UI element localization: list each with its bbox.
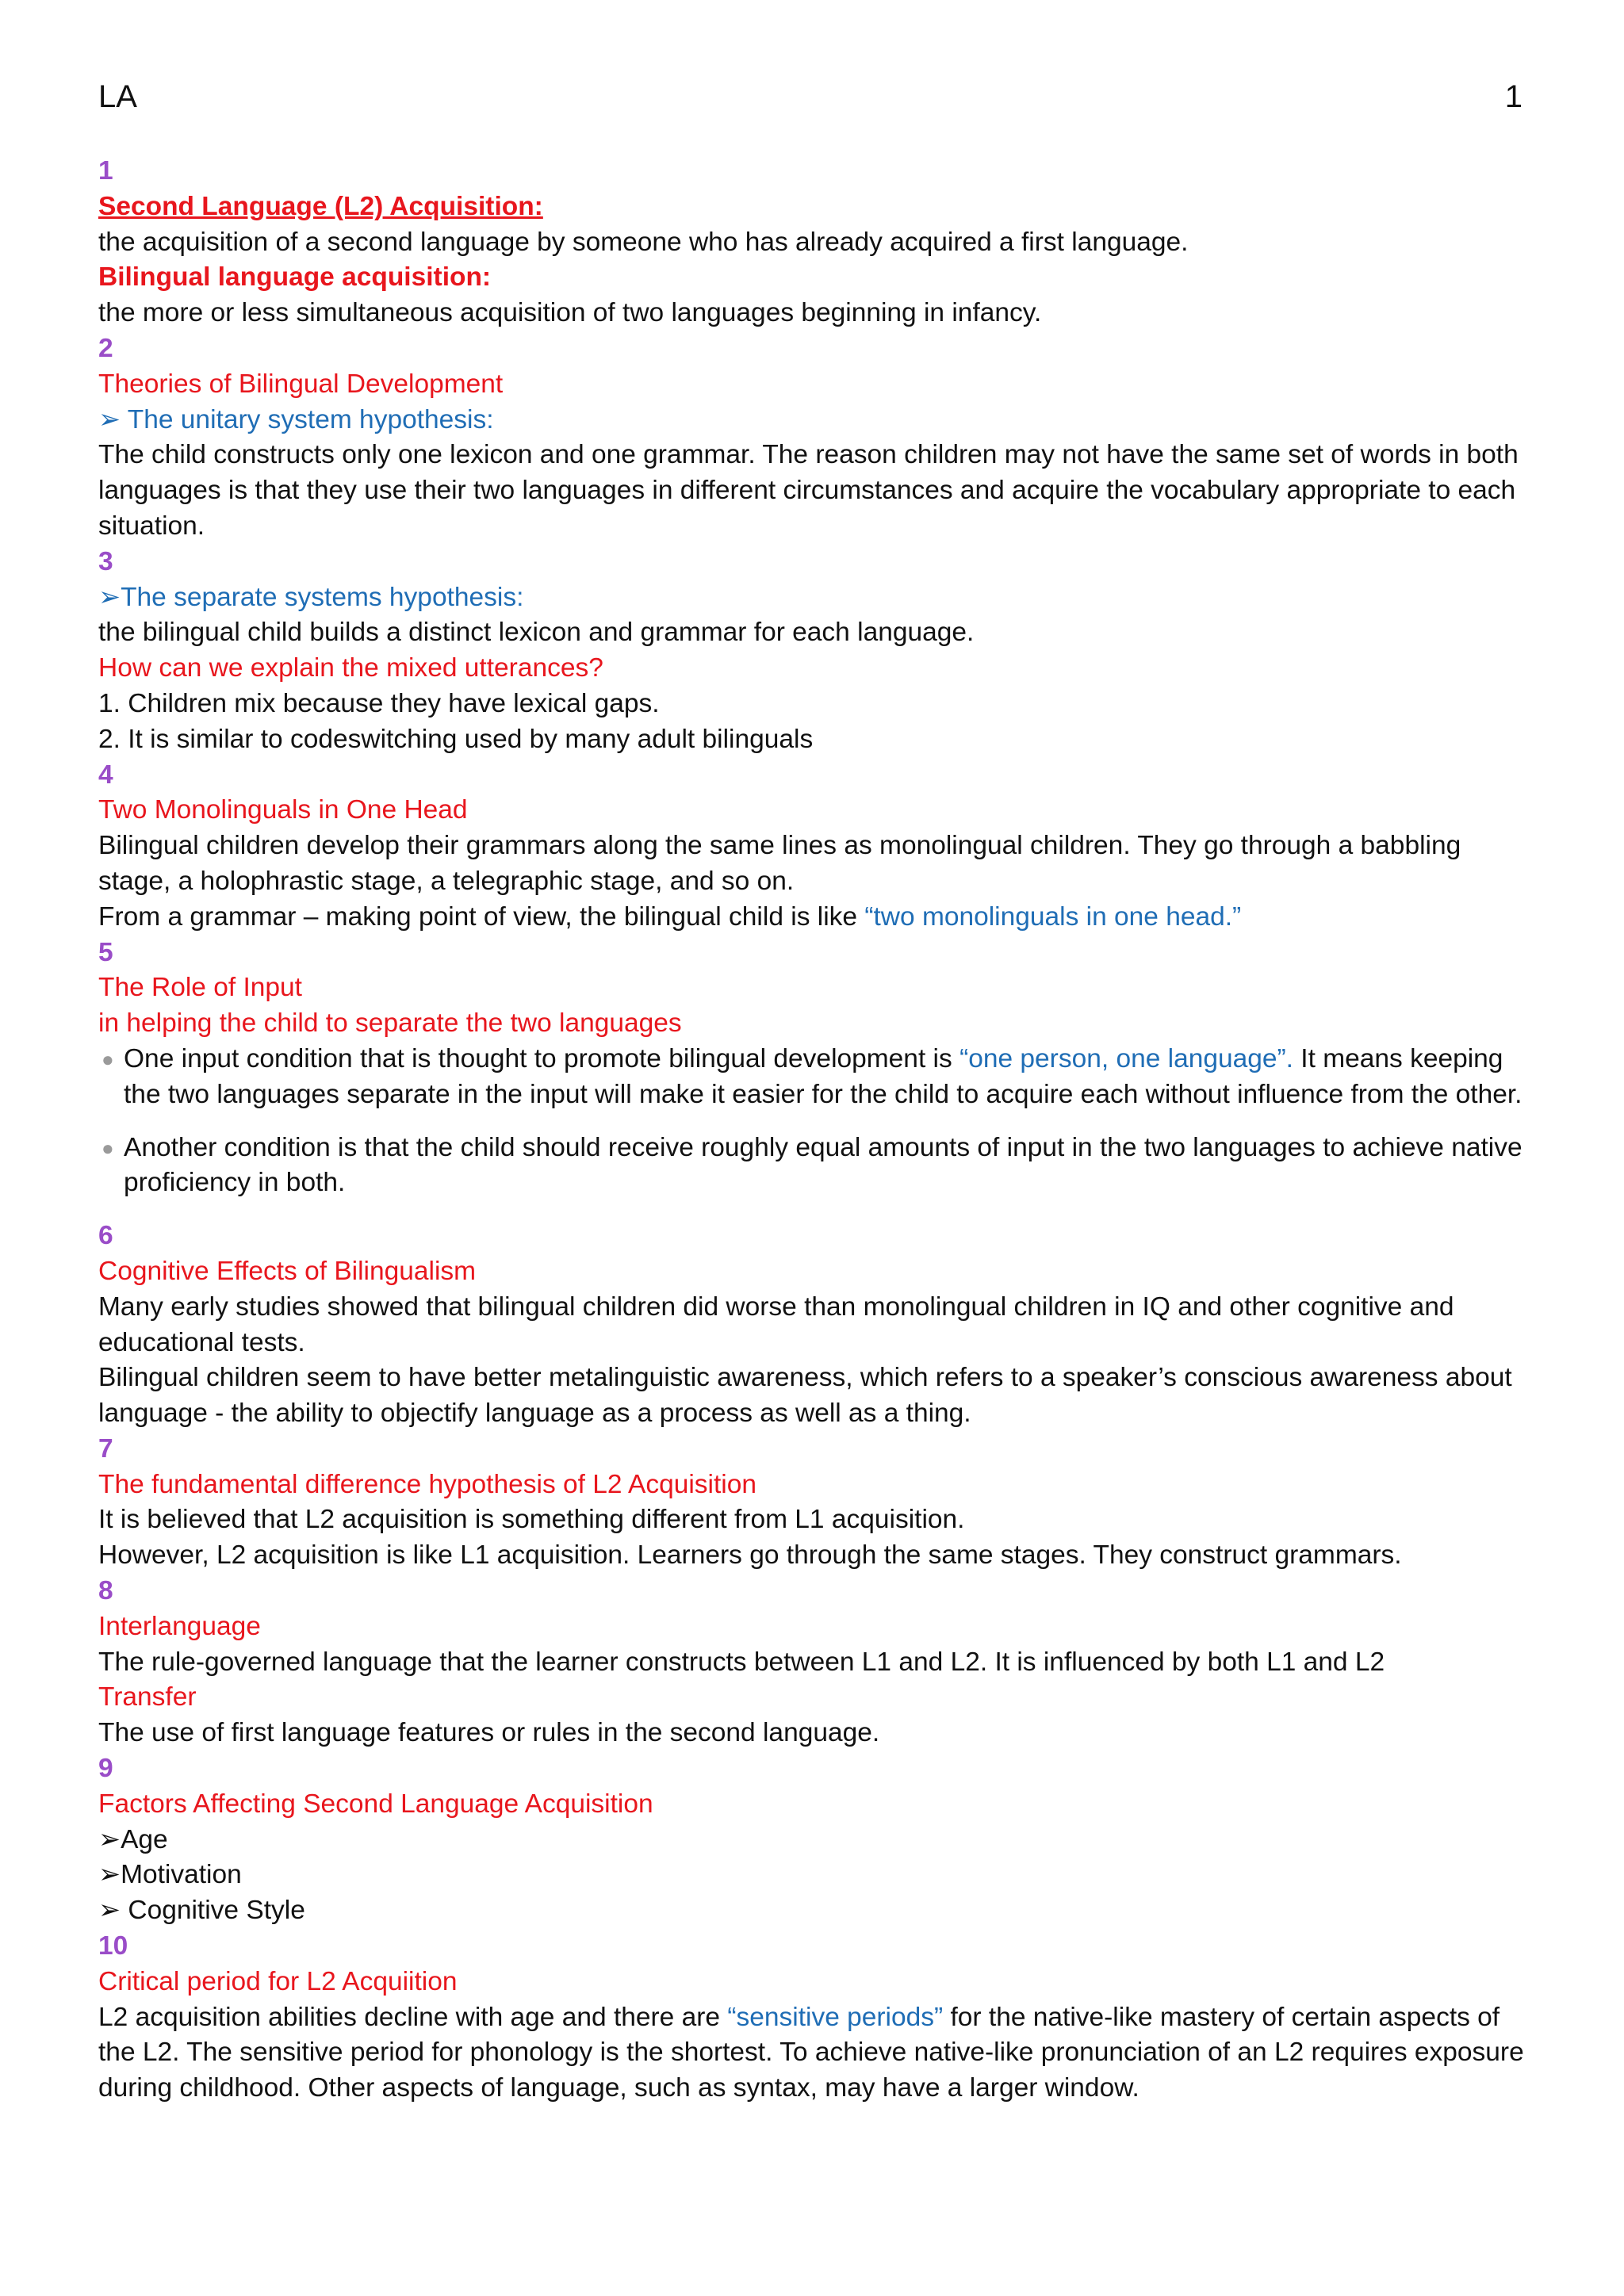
paragraph-text: for the native-like mastery of certain aspects of the L2. The sensitive period for phonology is the shortest. To achieve native-like pronunciation of an L2 requires exposure during childhood. Other aspects of language, such as syntax, may have a larger window. — [98, 2002, 1524, 2103]
list-item — [98, 1042, 1526, 1113]
paragraph-text: From a grammar – making point of view, the bilingual child is like — [98, 901, 865, 932]
highlight-quote: “one person, one language”. — [959, 1043, 1293, 1073]
section-title: Factors Affecting Second Language Acquisition — [98, 1789, 653, 1819]
bullet-list — [98, 1042, 1526, 1201]
paragraph: However, L2 acquisition is like L1 acquisition. Learners go through the same stages. They construct grammars. — [98, 1540, 1402, 1571]
section-title: Interlanguage — [98, 1611, 261, 1641]
section-number: 5 — [98, 937, 113, 967]
highlight-quote: “two monolinguals in one head.” — [864, 901, 1242, 932]
page-number: 1 — [1504, 79, 1522, 114]
definition-text: the more or less simultaneous acquisition of two languages beginning in infancy. — [98, 298, 1042, 328]
paragraph: The use of first language features or rules in the second language. — [98, 1718, 880, 1748]
section-number: 2 — [98, 333, 113, 363]
factor-item: ➢Motivation — [98, 1860, 242, 1890]
subsection-title: ➢ The unitary system hypothesis: — [98, 404, 494, 434]
section-number: 9 — [98, 1754, 113, 1784]
list-item-text: One input condition that is thought to promote bilingual development is — [124, 1043, 960, 1073]
paragraph: Bilingual children seem to have better metalinguistic awareness, which refers to a speaker’s conscious awareness about language - the ability to objectify language as a process as well as a thing. — [98, 1363, 1512, 1429]
highlight-quote: “sensitive periods” — [727, 2002, 944, 2032]
section-title: Cognitive Effects of Bilingualism — [98, 1256, 477, 1286]
numbered-item: 1. Children mix because they have lexical gaps. — [98, 688, 660, 718]
paragraph: The rule-governed language that the learner constructs between L1 and L2. It is influenced by both L1 and L2 — [98, 1647, 1385, 1677]
document-body — [98, 154, 1526, 2107]
paragraph: Many early studies showed that bilingual children did worse than monolingual children in IQ and other cognitive and educational tests. — [98, 1292, 1454, 1357]
factor-item: ➢Age — [98, 1824, 168, 1854]
question-heading: How can we explain the mixed utterances? — [98, 653, 603, 683]
paragraph: It is believed that L2 acquisition is something different from L1 acquisition. — [98, 1505, 965, 1535]
section-title: The Role of Input — [98, 973, 302, 1003]
list-item-text: It means keeping the two languages separate in the input will make it easier for the child to acquire each without influence from the other. — [124, 1043, 1522, 1109]
paragraph — [98, 900, 1526, 936]
paragraph — [98, 2000, 1526, 2107]
bullet-dot-icon: ● — [102, 1047, 114, 1071]
section-title: Transfer — [98, 1682, 197, 1712]
section-number: 4 — [98, 760, 113, 790]
section-number: 8 — [98, 1576, 113, 1606]
term-heading: Second Language (L2) Acquisition: — [98, 191, 543, 221]
section-title: The fundamental difference hypothesis of L2 Acquisition — [98, 1469, 756, 1499]
section-number: 1 — [98, 156, 113, 186]
section-number: 6 — [98, 1221, 113, 1251]
paragraph-text: L2 acquisition abilities decline with age and there are — [98, 2002, 728, 2032]
section-title: Two Monolinguals in One Head — [98, 795, 468, 825]
bullet-dot-icon: ● — [102, 1135, 114, 1160]
numbered-item: 2. It is similar to codeswitching used by many adult bilinguals — [98, 724, 814, 754]
section-subtitle: in helping the child to separate the two languages — [98, 1008, 682, 1039]
section-title: Critical period for L2 Acquiition — [98, 1966, 458, 1996]
paragraph: the bilingual child builds a distinct lexicon and grammar for each language. — [98, 618, 975, 648]
section-number: 10 — [98, 1931, 128, 1961]
term-heading: Bilingual language acquisition: — [98, 262, 492, 293]
subsection-title: ➢The separate systems hypothesis: — [98, 582, 524, 612]
list-item-text: Another condition is that the child should receive roughly equal amounts of input in the two languages to achieve native proficiency in both. — [124, 1132, 1522, 1198]
section-number: 7 — [98, 1433, 113, 1464]
section-title: Theories of Bilingual Development — [98, 369, 504, 399]
paragraph: The child constructs only one lexicon and one grammar. The reason children may not have the same set of words in both languages is that they use their two languages in different circumstances and acquire the vocabulary appropriate to each situation. — [98, 440, 1519, 541]
factor-item: ➢ Cognitive Style — [98, 1896, 305, 1926]
list-item — [98, 1131, 1526, 1202]
paragraph: Bilingual children develop their grammars along the same lines as monolingual children. They go through a babbling stage, a holophrastic stage, a telegraphic stage, and so on. — [98, 831, 1461, 896]
definition-text: the acquisition of a second language by someone who has already acquired a first language. — [98, 227, 1189, 257]
section-number: 3 — [98, 546, 113, 576]
header-title: LA — [98, 79, 137, 114]
